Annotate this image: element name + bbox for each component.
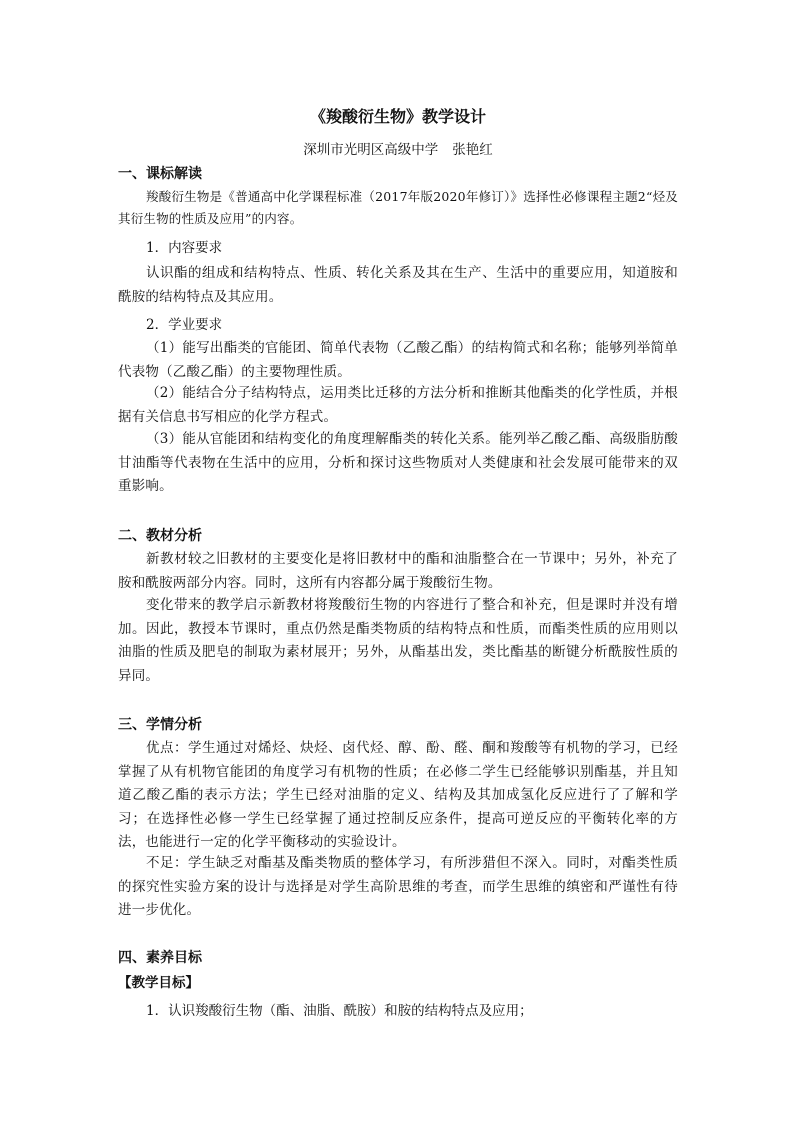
section1-sub1-text: 认识酯的组成和结构特点、性质、转化关系及其在生产、生活中的重要应用，知道胺和酰胺的结构特点及其应用。: [118, 265, 678, 305]
section2-heading: 二、教材分析: [118, 528, 202, 544]
section3-heading: 三、学情分析: [118, 717, 202, 733]
section1-heading: 一、课标解读: [118, 166, 202, 182]
section4-goal1: 1．认识羧酸衍生物（酯、油脂、酰胺）和胺的结构特点及应用；: [146, 1003, 533, 1019]
section1-req3: （3）能从官能团和结构变化的角度理解酯类的转化关系。能列举乙酸乙酯、高级脂肪酸甘油酯等代表物在生活中的应用，分析和探讨这些物质对人类健康和社会发展可能带来的双重影响。: [118, 431, 678, 494]
section3-p1: 优点：学生通过对烯烃、炔烃、卤代烃、醇、酚、醛、酮和羧酸等有机物的学习，已经掌握了从有机物官能团的角度学习有机物的性质；在必修二学生已经能够识别酯基，并且知道乙酸乙酯的表示方法；学生已经对油脂的定义、结构及其加成氢化反应进行了了解和学习；在选择性必修一学生已经掌握了通过控制反应条件，提高可逆反应的平衡转化率的方法，也能进行一定的化学平衡移动的实验设计。: [118, 740, 678, 850]
author-school: 深圳市光明区高级中学: [303, 142, 439, 158]
section1-req2: （2）能结合分子结构特点，运用类比迁移的方法分析和推断其他酯类的化学性质，并根据有关信息书写相应的化学方程式。: [118, 385, 678, 425]
section2-p1: 新教材较之旧教材的主要变化是将旧教材中的酯和油脂整合在一节课中；另外，补充了胺和酰胺两部分内容。同时，这所有内容都分属于羧酸衍生物。: [118, 551, 678, 591]
author-line: [118, 140, 678, 160]
document-title: 《羧酸衍生物》教学设计: [309, 107, 486, 126]
author-name: 张艳红: [452, 142, 493, 158]
section1-sub1-label: 1．内容要求: [146, 240, 223, 256]
section1-intro: 羧酸衍生物是《普通高中化学课程标准（2017年版2020年修订）》选择性必修课程主题2“烃及其衍生物的性质及应用”的内容。: [118, 189, 678, 226]
section2-p2: 变化带来的教学启示新教材将羧酸衍生物的内容进行了整合和补充，但是课时并没有增加。因此，教授本节课时，重点仍然是酯类物质的结构特点和性质，而酯类性质的应用则以油脂的性质及肥皂的制取为素材展开；另外，从酯基出发，类比酯基的断键分析酰胺性质的异同。: [118, 597, 678, 684]
section1-req1: （1）能写出酯类的官能团、简单代表物（乙酸乙酯）的结构简式和名称；能够列举简单代表物（乙酸乙酯）的主要物理性质。: [118, 340, 678, 380]
section1-sub2-label: 2．学业要求: [146, 317, 223, 333]
section4-heading: 四、素养目标: [118, 950, 202, 966]
document-page: [118, 0, 678, 1123]
section3-p2: 不足：学生缺乏对酯基及酯类物质的整体学习，有所涉猎但不深入。同时，对酯类性质的探究性实验方案的设计与选择是对学生高阶思维的考查，而学生思维的缜密和严谨性有待进一步优化。: [118, 855, 678, 918]
section4-bracket-heading: 【教学目标】: [118, 975, 199, 991]
